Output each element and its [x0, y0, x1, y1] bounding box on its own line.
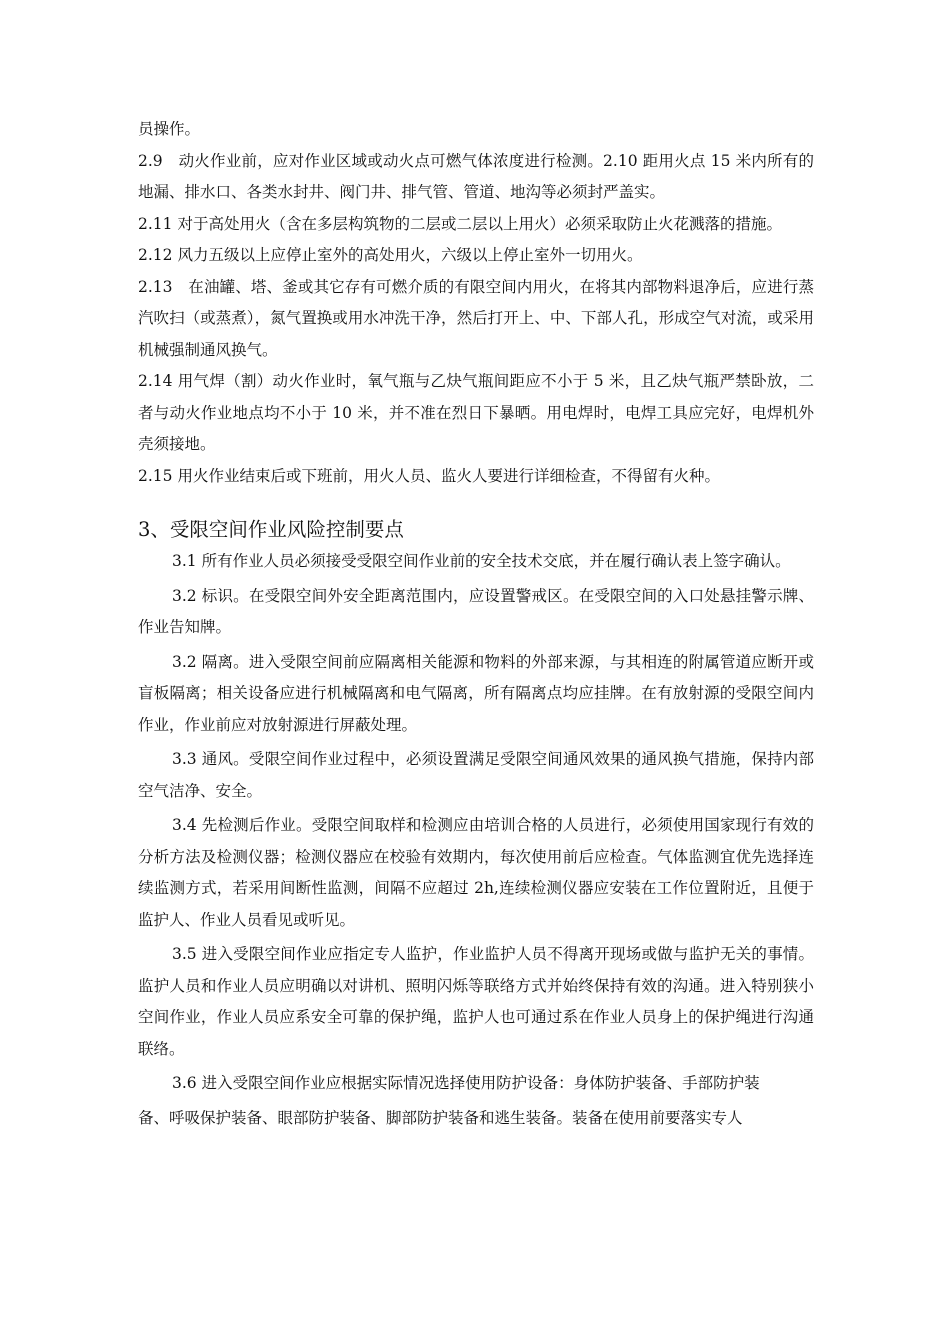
paragraph-3-3: 3.3 通风。受限空间作业过程中，必须设置满足受限空间通风效果的通风换气措施，保持内部空气洁净、安全。	[138, 750, 814, 800]
paragraph-2-12: 2.12 风力五级以上应停止室外的高处用火，六级以上停止室外一切用火。	[138, 246, 643, 264]
paragraph-2-11: 2.11 对于高处用火（含在多层构筑物的二层或二层以上用火）必须采取防止火花溅落的措施。	[138, 214, 782, 233]
paragraph-continuation: 员操作。	[138, 120, 201, 138]
paragraph-2-9: 2.9 动火作业前，应对作业区域或动火点可燃气体浓度进行检测。2.10 距用火点 15 米内所有的地漏、排水口、各类水封井、阀门井、排气管、管道、地沟等必须封严盖实。	[138, 151, 814, 201]
paragraph-3-6: 3.6 进入受限空间作业应根据实际情况选择使用防护设备：身体防护装备、手部防护装	[172, 1074, 760, 1092]
paragraph-3-2-sign: 3.2 标识。在受限空间外安全距离范围内，应设置警戒区。在受限空间的入口处悬挂警示牌、作业告知牌。	[138, 586, 814, 636]
paragraph-3-4: 3.4 先检测后作业。受限空间取样和检测应由培训合格的人员进行，必须使用国家现行有效的分析方法及检测仪器；检测仪器应在校验有效期内，每次使用前后应检查。气体监测宜优先选择连续监测方式，若采用间断性监测，间隔不应超过 2h,连续检测仪器应安装在工作位置附近，且便于监护人、作业人员看见或听见。	[138, 816, 814, 929]
paragraph-3-2-isolation: 3.2 隔离。进入受限空间前应隔离相关能源和物料的外部来源，与其相连的附属管道应断开或盲板隔离；相关设备应进行机械隔离和电气隔离，所有隔离点均应挂牌。在有放射源的受限空间内作业，作业前应对放射源进行屏蔽处理。	[138, 652, 814, 734]
paragraph-3-6-continued: 备、呼吸保护装备、眼部防护装备、脚部防护装备和逃生装备。装备在使用前要落实专人	[138, 1108, 743, 1127]
document-body	[138, 114, 814, 1134]
paragraph-3-5: 3.5 进入受限空间作业应指定专人监护，作业监护人员不得离开现场或做与监护无关的事情。监护人员和作业人员应明确以对讲机、照明闪烁等联络方式并始终保持有效的沟通。进入特别狭小空间作业，作业人员应系安全可靠的保护绳，监护人也可通过系在作业人员身上的保护绳进行沟通联络。	[138, 945, 814, 1058]
section-heading: 3、受限空间作业风险控制要点	[138, 518, 404, 541]
paragraph-2-13: 2.13 在油罐、塔、釜或其它存有可燃介质的有限空间内用火，在将其内部物料退净后，应进行蒸汽吹扫（或蒸煮），氮气置换或用水冲洗干净，然后打开上、中、下部人孔，形成空气对流，或采用机械强制通风换气。	[138, 277, 814, 359]
paragraph-3-1: 3.1 所有作业人员必须接受受限空间作业前的安全技术交底，并在履行确认表上签字确认。	[172, 552, 791, 570]
paragraph-2-15: 2.15 用火作业结束后或下班前，用火人员、监火人要进行详细检查，不得留有火种。	[138, 466, 720, 485]
paragraph-2-14: 2.14 用气焊（割）动火作业时，氧气瓶与乙炔气瓶间距应不小于 5 米，且乙炔气瓶严禁卧放，二者与动火作业地点均不小于 10 米，并不准在烈日下暴晒。用电焊时，电焊工具应完好，电焊机外壳须接地。	[138, 372, 814, 453]
